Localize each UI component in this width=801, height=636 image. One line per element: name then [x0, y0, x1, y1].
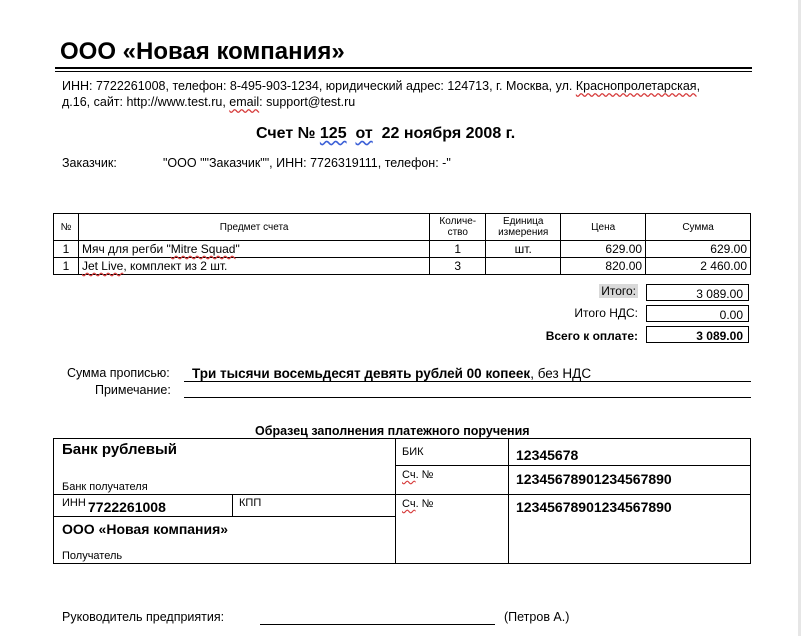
account-label-prefix: Сч [402, 498, 416, 510]
row-item-suffix: , комплект из 2 шт. [123, 259, 228, 273]
customer-label: Заказчик: [62, 156, 117, 170]
amount-words [192, 366, 591, 381]
bank-vline-2 [508, 438, 509, 564]
inn-value: 7722261008 [88, 499, 166, 515]
row-item [78, 241, 429, 258]
bank-hline-inn [53, 516, 395, 517]
row-item-suffix: " [235, 242, 240, 256]
note-label: Примечание: [95, 383, 171, 397]
row-unit: шт. [486, 241, 561, 258]
invoice-title [256, 125, 515, 143]
company-info-street: Краснопролетарская [575, 79, 697, 93]
row-sum: 629.00 [646, 241, 751, 258]
company-info-email: : support@test.ru [259, 95, 356, 109]
bik-value: 12345678 [516, 447, 579, 463]
bank-name: Банк рублевый [62, 441, 177, 458]
vat-value: 0.00 [646, 305, 749, 322]
kpp-label: КПП [239, 497, 262, 509]
items-table [53, 213, 751, 275]
invoice-number: 125 [319, 125, 347, 142]
bik-label: БИК [402, 446, 424, 458]
customer-value: "ООО ""Заказчик"", ИНН: 7726319111, телефон: -" [163, 156, 451, 170]
table-row [54, 258, 751, 275]
header-item: Предмет счета [78, 214, 429, 241]
bank-vline-kpp [232, 494, 233, 517]
title-rule-thick [55, 67, 752, 69]
inn-label: ИНН [62, 497, 86, 509]
row-qty: 1 [430, 241, 486, 258]
corr-account-label [402, 469, 433, 481]
company-info-line2: д.16, сайт: http://www.test.ru, [62, 95, 230, 109]
row-num: 1 [54, 258, 79, 275]
signature-label: Руководитель предприятия: [62, 610, 225, 624]
row-item [78, 258, 429, 275]
invoice-title-prefix: Счет № [256, 125, 320, 142]
row-item-mark: Mitre Squad [170, 242, 236, 256]
total-label [458, 284, 638, 298]
company-info-email-word: email [229, 95, 260, 109]
signature-line [260, 624, 495, 625]
corr-account-label-suffix: . № [415, 469, 434, 481]
company-info-line1: ИНН: 7722261008, телефон: 8-495-903-1234, юридический адрес: 124713, г. Москва, ул. [62, 79, 576, 93]
account-label [402, 498, 433, 510]
total-label-text: Итого: [601, 284, 636, 298]
row-price: 820.00 [561, 258, 646, 275]
vat-label: Итого НДС: [574, 306, 638, 320]
account-value: 12345678901234567890 [516, 499, 672, 515]
header-price: Цена [561, 214, 646, 241]
header-qty: Количе-ство [430, 214, 486, 241]
bank-recipient-label: Банк получателя [62, 481, 148, 493]
amount-words-label: Сумма прописью: [67, 366, 170, 380]
row-sum: 2 460.00 [646, 258, 751, 275]
signature-name: (Петров А.) [504, 610, 570, 624]
amount-words-line [184, 381, 751, 382]
row-qty: 3 [430, 258, 486, 275]
row-unit [486, 258, 561, 275]
corr-account-value: 12345678901234567890 [516, 471, 672, 487]
company-info-comma: , [696, 79, 701, 93]
row-price: 629.00 [561, 241, 646, 258]
due-value: 3 089.00 [646, 326, 749, 343]
row-num: 1 [54, 241, 79, 258]
row-item-mark: Jet Live [81, 259, 124, 273]
invoice-date: 22 ноября 2008 г. [381, 125, 516, 142]
invoice-from: от [355, 125, 373, 142]
account-label-suffix: . № [415, 498, 434, 510]
recipient-label: Получатель [62, 550, 123, 562]
payment-sample-title: Образец заполнения платежного поручения [255, 424, 530, 438]
bank-hline-main [53, 494, 751, 495]
header-sum: Сумма [646, 214, 751, 241]
items-header-row [54, 214, 751, 241]
table-row [54, 241, 751, 258]
due-label: Всего к оплате: [545, 329, 638, 343]
header-unit: Единица измерения [486, 214, 561, 241]
company-title: ООО «Новая компания» [60, 38, 345, 65]
row-item-prefix: Мяч для регби " [81, 242, 171, 256]
total-value: 3 089.00 [646, 284, 749, 301]
bank-vline-1 [395, 438, 396, 564]
note-line [184, 397, 751, 398]
header-num: № [54, 214, 79, 241]
amount-words-suffix: , без НДС [530, 366, 592, 381]
bank-hline-bik [395, 465, 751, 466]
company-info [62, 78, 752, 110]
amount-words-value: Три тысячи восемьдесят девять рублей 00 копеек [192, 366, 531, 381]
recipient-name: ООО «Новая компания» [62, 521, 229, 537]
corr-account-label-prefix: Сч [402, 469, 416, 481]
title-rule-thin [55, 71, 752, 72]
